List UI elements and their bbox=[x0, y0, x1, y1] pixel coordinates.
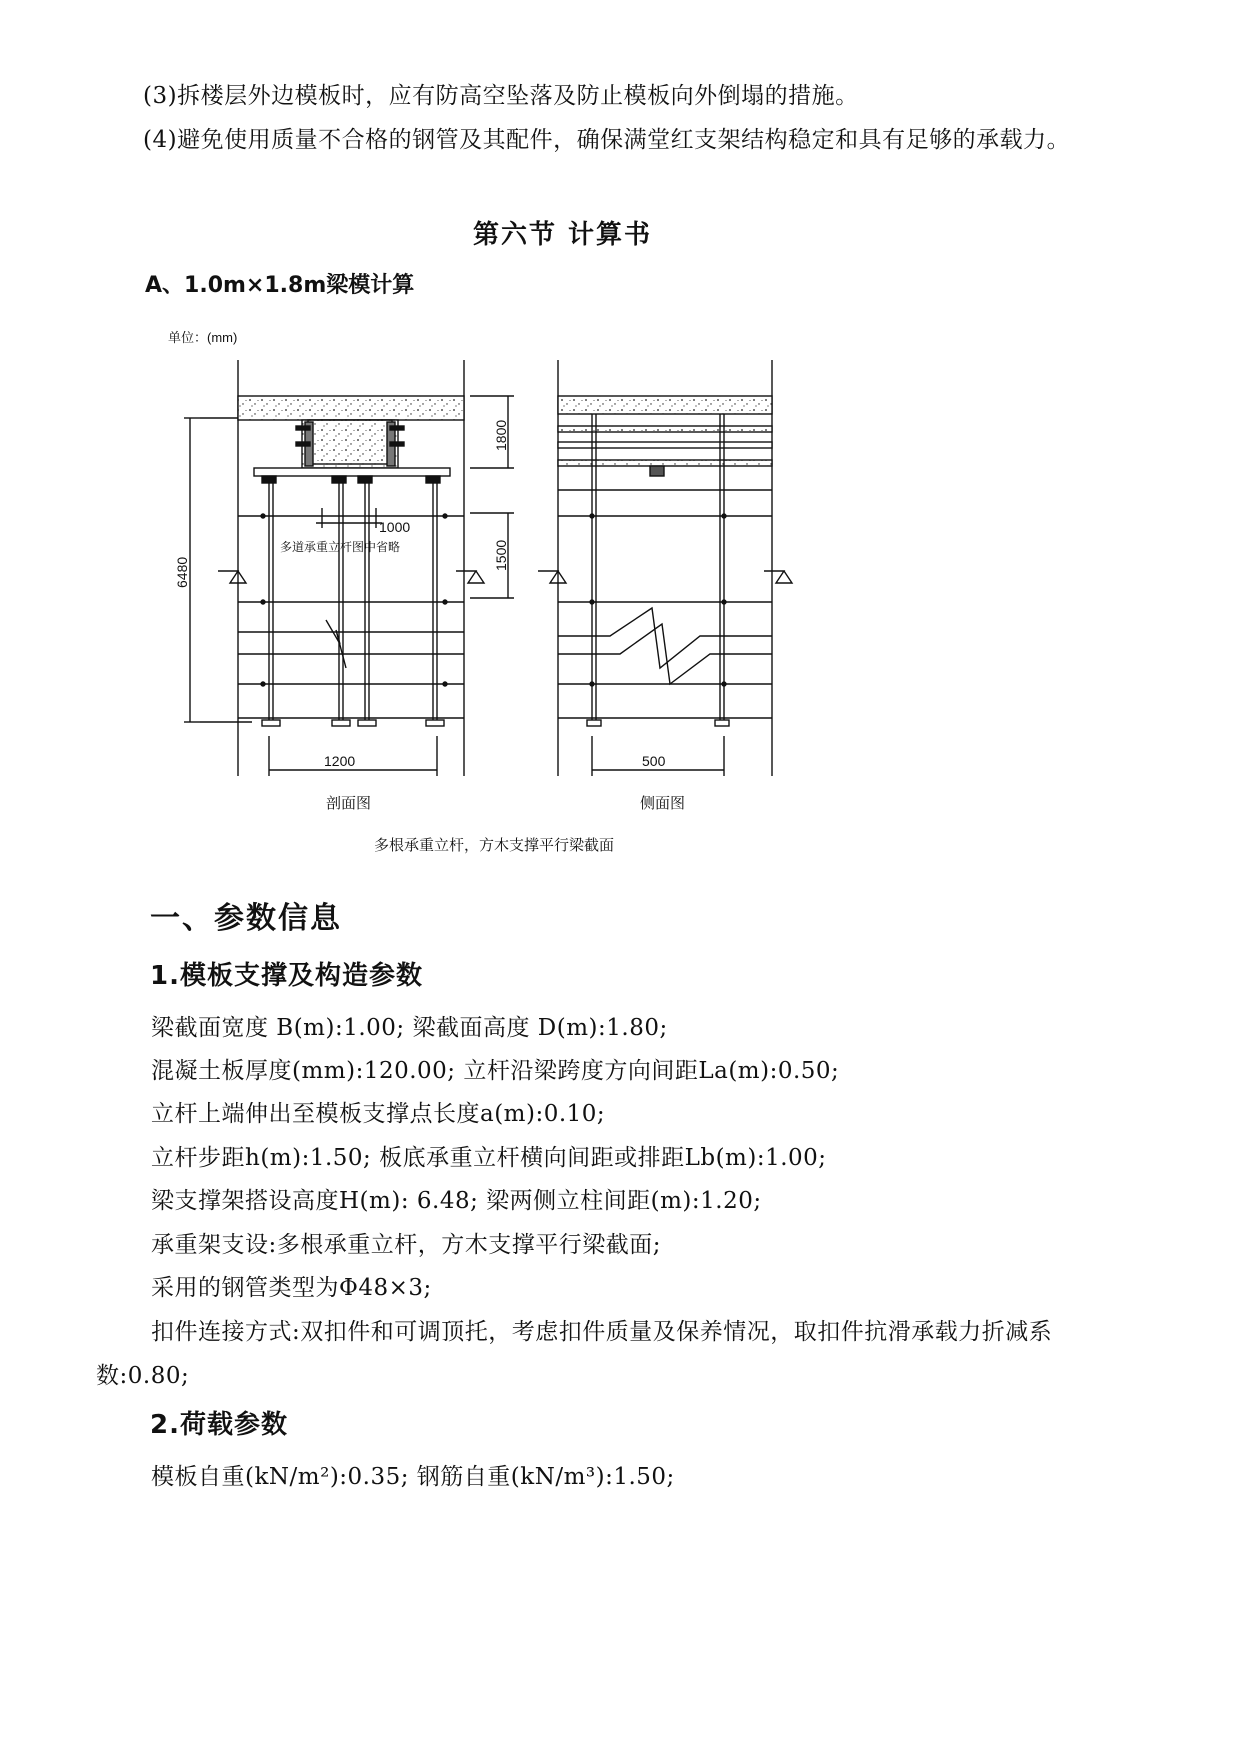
dim-step: 1500 bbox=[493, 539, 509, 571]
note-item-3: (3)拆楼层外边模板时，应有防高空坠落及防止模板向外倒塌的措施。 bbox=[143, 83, 859, 109]
label-section: 剖面图 bbox=[326, 795, 372, 812]
heading-load-params: 2.荷载参数 bbox=[150, 1410, 288, 1440]
dim-spacing: 1000 bbox=[379, 519, 411, 535]
subsection-title: A、1.0m×1.8m梁模计算 bbox=[145, 273, 415, 298]
formwork-figure bbox=[140, 318, 840, 868]
dim-beam-height: 1800 bbox=[493, 419, 509, 451]
param-line-4: 立杆步距h(m):1.50; 板底承重立杆横向间距或排距Lb(m):1.00; bbox=[151, 1145, 827, 1171]
figure-caption: 多根承重立杆，方木支撑平行梁截面 bbox=[374, 837, 615, 854]
param-line-8: 扣件连接方式:双扣件和可调顶托，考虑扣件质量及保养情况，取扣件抗滑承载力折减系 bbox=[151, 1319, 1053, 1345]
label-side: 侧面图 bbox=[640, 795, 686, 812]
section-title: 第六节 计算书 bbox=[473, 220, 653, 250]
param-line-7: 采用的钢管类型为Φ48×3; bbox=[151, 1275, 432, 1301]
param-line-6: 承重架支设:多根承重立杆，方木支撑平行梁截面; bbox=[151, 1232, 661, 1258]
heading-formwork-params: 1.模板支撑及构造参数 bbox=[150, 961, 423, 991]
param-line-2: 混凝土板厚度(mm):120.00; 立杆沿梁跨度方向间距La(m):0.50; bbox=[151, 1058, 840, 1084]
dim-side-width: 500 bbox=[642, 753, 666, 769]
heading-parameter-info: 一、参数信息 bbox=[150, 901, 342, 936]
section-view bbox=[184, 360, 514, 776]
param-line-8-cont: 数:0.80; bbox=[96, 1363, 190, 1389]
side-view bbox=[538, 360, 792, 776]
param-line-5: 梁支撑架搭设高度H(m): 6.48; 梁两侧立柱间距(m):1.20; bbox=[151, 1188, 762, 1214]
omitted-note: 多道承重立杆图中省略 bbox=[280, 540, 401, 554]
param-line-3: 立杆上端伸出至模板支撑点长度a(m):0.10; bbox=[151, 1101, 606, 1127]
param-line-1: 梁截面宽度 B(m):1.00; 梁截面高度 D(m):1.80; bbox=[151, 1015, 668, 1041]
note-item-4: (4)避免使用质量不合格的钢管及其配件，确保满堂红支架结构稳定和具有足够的承载力。 bbox=[143, 127, 1071, 153]
load-line-1: 模板自重(kN/m²):0.35; 钢筋自重(kN/m³):1.50; bbox=[151, 1464, 675, 1490]
dim-section-width: 1200 bbox=[324, 753, 356, 769]
dim-total-height: 6480 bbox=[174, 556, 190, 588]
unit-label: 单位：(mm) bbox=[168, 330, 238, 345]
